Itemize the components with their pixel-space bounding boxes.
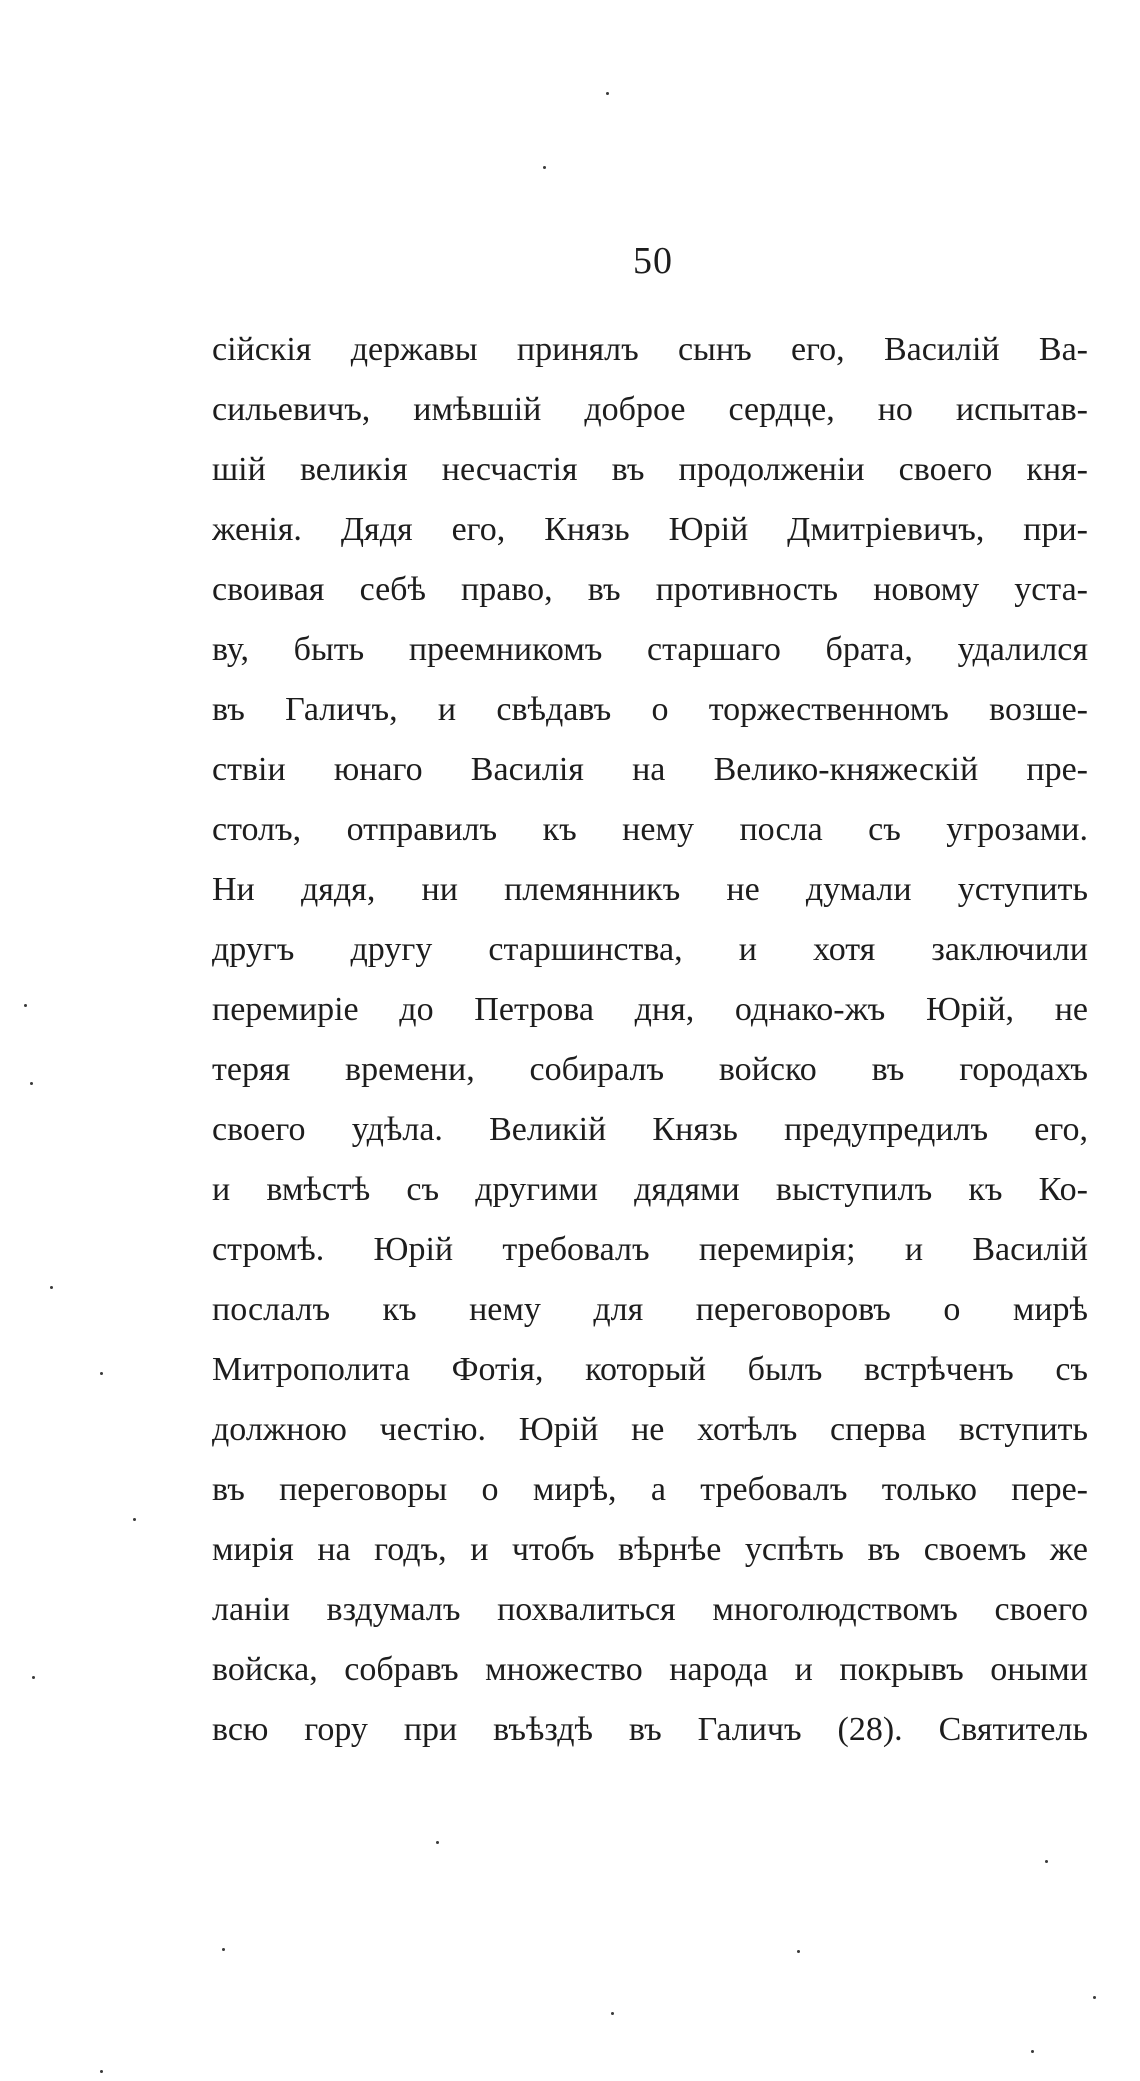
- scan-speck: [611, 2012, 614, 2015]
- text-line: Митрополита Фотія, который былъ встрѣченъ съ: [212, 1351, 1088, 1388]
- text-line: Ни дядя, ни племянникъ не думали уступить: [212, 871, 1088, 908]
- text-line: мирія на годъ, и чтобъ вѣрнѣе успѣть въ своемъ же: [212, 1531, 1088, 1568]
- text-line: теряя времени, собиралъ войско въ городахъ: [212, 1051, 1088, 1088]
- text-line: послалъ къ нему для переговоровъ о мирѣ: [212, 1291, 1088, 1328]
- scan-speck: [1093, 1996, 1096, 1999]
- text-line: въ переговоры о мирѣ, а требовалъ только пере-: [212, 1471, 1088, 1508]
- body-text: [212, 320, 1088, 1760]
- text-line: своего удѣла. Великій Князь предупредилъ его,: [212, 1111, 1088, 1148]
- text-line: женія. Дядя его, Князь Юрій Дмитріевичъ, при-: [212, 511, 1088, 548]
- scan-speck: [222, 1948, 225, 1951]
- text-line: шій великія несчастія въ продолженіи своего кня-: [212, 451, 1088, 488]
- scan-speck: [1045, 1860, 1048, 1863]
- scan-speck: [1031, 2050, 1034, 2053]
- scan-speck: [436, 1841, 439, 1844]
- scan-speck: [606, 92, 609, 95]
- scan-speck: [543, 166, 546, 169]
- text-line: войска, собравъ множество народа и покрывъ оными: [212, 1651, 1088, 1688]
- scan-speck: [24, 1004, 27, 1007]
- scan-speck: [100, 1372, 103, 1375]
- text-line: ву, быть преемникомъ старшаго брата, удалился: [212, 631, 1088, 668]
- text-line: ствіи юнаго Василія на Велико-княжескій пре-: [212, 751, 1088, 788]
- text-line: всю гору при въѣздѣ въ Галичъ (28). Святитель: [212, 1711, 1088, 1748]
- text-line: должною честію. Юрій не хотѣлъ сперва вступить: [212, 1411, 1088, 1448]
- text-line: перемиріе до Петрова дня, однако-жъ Юрій, не: [212, 991, 1088, 1028]
- text-line: въ Галичъ, и свѣдавъ о торжественномъ возше-: [212, 691, 1088, 728]
- scan-speck: [32, 1676, 35, 1679]
- scan-speck: [133, 1518, 136, 1521]
- scan-speck: [30, 1082, 33, 1085]
- text-line: ланіи вздумалъ похвалиться многолюдствомъ своего: [212, 1591, 1088, 1628]
- text-line: столъ, отправилъ къ нему посла съ угрозами.: [212, 811, 1088, 848]
- page-number: 50: [633, 240, 673, 282]
- text-line: сильевичъ, имѣвшій доброе сердце, но испытав-: [212, 391, 1088, 428]
- text-line: другъ другу старшинства, и хотя заключили: [212, 931, 1088, 968]
- text-line: своивая себѣ право, въ противность новому уста-: [212, 571, 1088, 608]
- text-line: и вмѣстѣ съ другими дядями выступилъ къ Ко-: [212, 1171, 1088, 1208]
- scan-speck: [100, 2070, 103, 2073]
- text-line: стромѣ. Юрій требовалъ перемирія; и Василій: [212, 1231, 1088, 1268]
- scan-speck: [797, 1950, 800, 1953]
- scan-speck: [50, 1286, 53, 1289]
- text-line: сійскія державы принялъ сынъ его, Василій Ва-: [212, 331, 1088, 368]
